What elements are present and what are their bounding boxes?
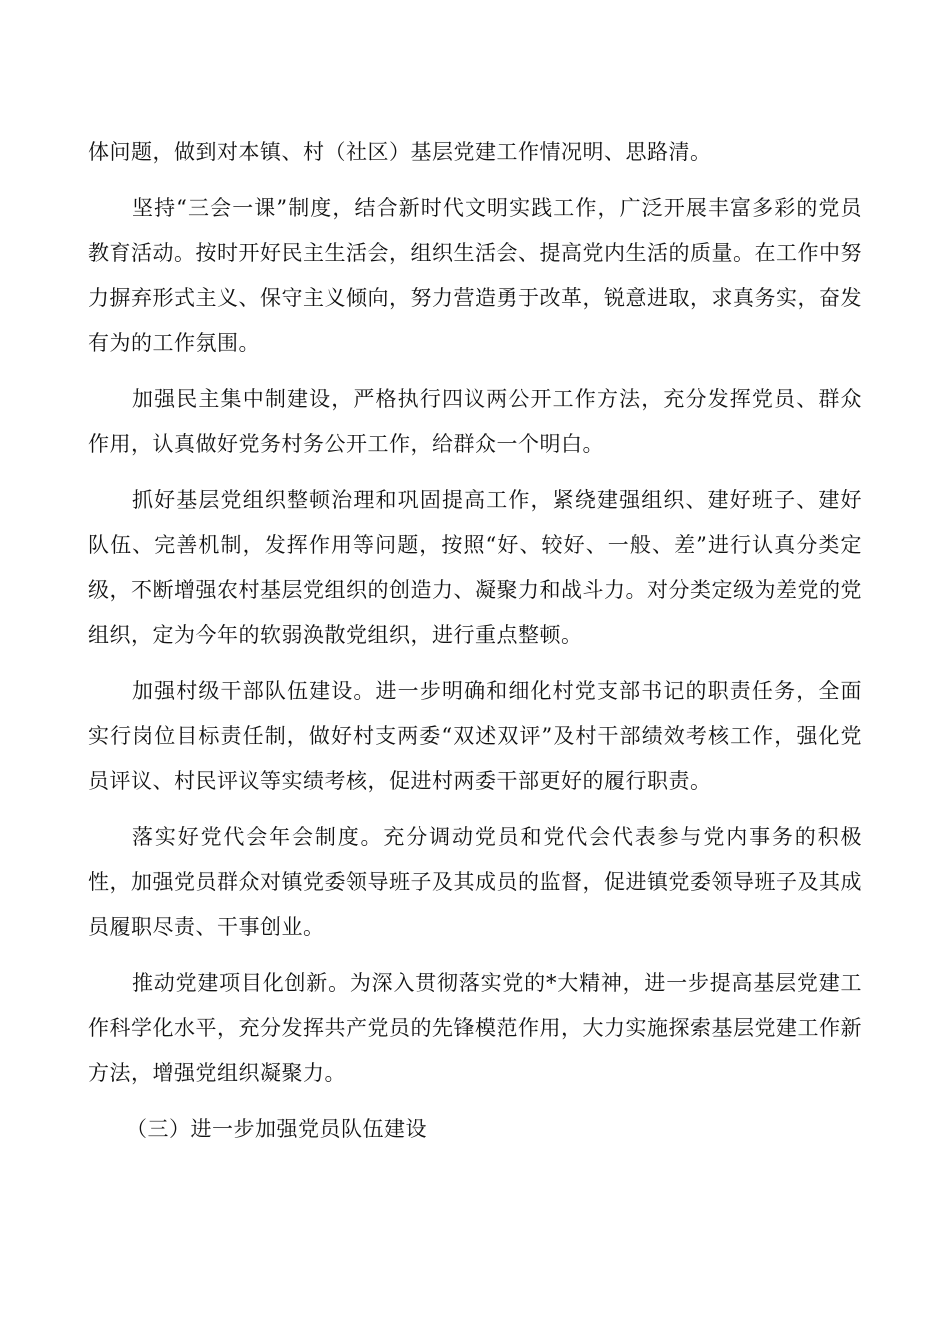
- paragraph-continued: 体问题，做到对本镇、村（社区）基层党建工作情况明、思路清。: [88, 140, 712, 164]
- paragraph-three-meetings: 坚持“三会一课”制度，结合新时代文明实践工作，广泛开展丰富多彩的党员教育活动。按时开好民主生活会，组织生活会、提高党内生活的质量。在工作中努力摒弃形式主义、保守主义倾向，努力营造勇于改革，锐意进取，求真务实，奋发有为的工作氛围。: [88, 196, 862, 355]
- section-heading: （三）进一步加强党员队伍建设: [126, 1117, 427, 1141]
- paragraph-party-congress: 落实好党代会年会制度。充分调动党员和党代会代表参与党内事务的积极性，加强党员群众对镇党委领导班子及其成员的监督，促进镇党委领导班子及其成员履职尽责、干事创业。: [88, 825, 862, 939]
- paragraph-rectification: 抓好基层党组织整顿治理和巩固提高工作，紧绕建强组织、建好班子、建好队伍、完善机制，发挥作用等问题，按照“好、较好、一般、差”进行认真分类定级，不断增强农村基层党组织的创造力、凝聚力和战斗力。对分类定级为差党的党组织，定为今年的软弱涣散党组织，进行重点整顿。: [88, 488, 862, 647]
- document-body: [88, 130, 862, 1152]
- paragraph-project-innovation: 推动党建项目化创新。为深入贯彻落实党的*大精神，进一步提高基层党建工作科学化水平，充分发挥共产党员的先锋模范作用，大力实施探索基层党建工作新方法，增强党组织凝聚力。: [88, 971, 862, 1085]
- paragraph-democratic-centralism: 加强民主集中制建设，严格执行四议两公开工作方法，充分发挥党员、群众作用，认真做好党务村务公开工作，给群众一个明白。: [88, 387, 862, 456]
- paragraph-village-cadres: 加强村级干部队伍建设。进一步明确和细化村党支部书记的职责任务，全面实行岗位目标责任制，做好村支两委“双述双评”及村干部绩效考核工作，强化党员评议、村民评议等实绩考核，促进村两委干部更好的履行职责。: [88, 679, 862, 793]
